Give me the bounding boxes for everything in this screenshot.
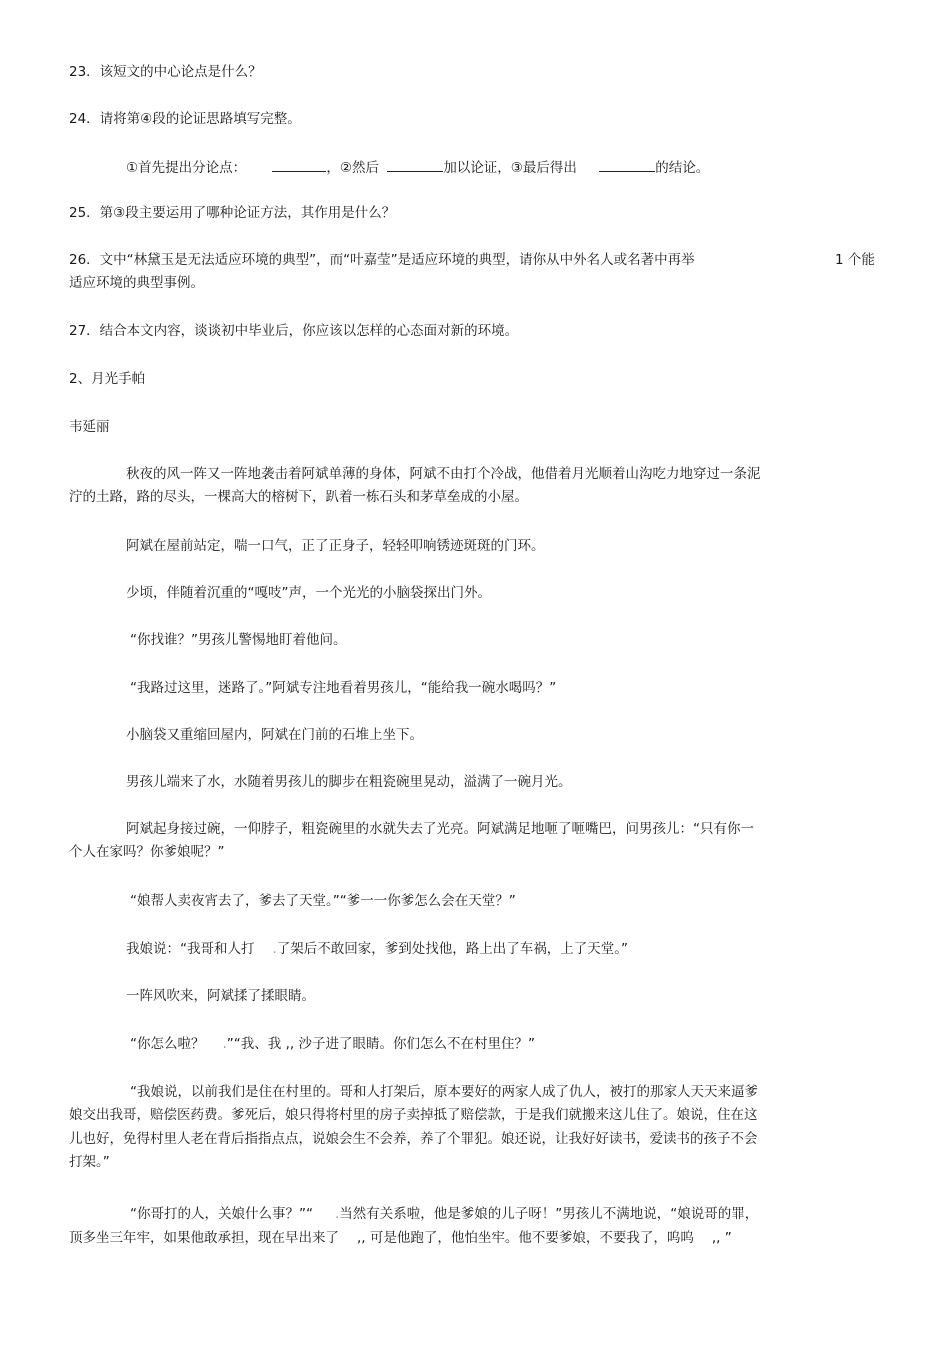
question-26-line1: 26．文中“林黛玉是无法适应环境的典型”，而“叶嘉莹”是适应环境的典型，请你从中外名人或名著中再举 — [69, 252, 695, 268]
paragraph-3: 少顷，伴随着沉重的“嘎吱”声，一个光光的小脑袋探出门外。 — [126, 585, 491, 601]
paragraph-10-part-a: 我娘说：“我哥和人打 — [126, 941, 255, 957]
fill-part-3: 加以论证，③最后得出 — [443, 160, 577, 176]
paragraph-13-line3: 儿也好，免得村里人老在背后指指点点，说娘会生不会养，养了个罪犯。娘还说，让我好好读书，爱读书的孩子不会 — [69, 1131, 758, 1147]
ellipsis-mark: . — [222, 1036, 227, 1052]
paragraph-7: 男孩儿端来了水，水随着男孩儿的脚步在粗瓷碗里晃动，溢满了一碗月光。 — [126, 774, 572, 790]
paragraph-13-line2: 娘交出我哥，赔偿医药费。爹死后，娘只得将村里的房子卖掉抵了赔偿款，于是我们就搬来这儿住了。娘说，住在这 — [69, 1107, 758, 1123]
paragraph-14-line2-part-a: 顶多坐三年牢，如果他敢承担，现在早出来了 — [69, 1230, 339, 1246]
paragraph-11: 一阵风吹来，阿斌揉了揉眼睛。 — [126, 988, 315, 1004]
paragraph-2: 阿斌在屋前站定，喘一口气，正了正身子，轻轻叩响锈迹斑斑的门环。 — [126, 538, 545, 554]
paragraph-14-line2 — [69, 1229, 732, 1247]
paragraph-1-line2: 泞的土路，路的尽头，一棵高大的榕树下，趴着一栋石头和茅草垒成的小屋。 — [69, 489, 528, 505]
answer-blank-3[interactable] — [599, 157, 655, 172]
paragraph-12 — [130, 1035, 535, 1053]
paragraph-1-line1: 秋夜的风一阵又一阵地袭击着阿斌单薄的身体，阿斌不由打个冷战，他借着月光顺着山沟吃力地穿过一条泥 — [126, 466, 761, 482]
question-27: 27．结合本文内容，谈谈初中毕业后，你应该以怎样的心态面对新的环境。 — [69, 323, 519, 339]
paragraph-8-line2: 个人在家吗？你爹娘呢？” — [69, 844, 225, 860]
paragraph-10 — [126, 940, 628, 958]
paragraph-10-part-b: 了架后不敢回家，爹到处找他，路上出了车祸，上了天堂。” — [276, 941, 629, 957]
question-23: 23．该短文的中心论点是什么？ — [69, 64, 262, 80]
story-title: 2、月光手帕 — [69, 371, 146, 387]
paragraph-12-part-a: “你怎么啦？ — [130, 1036, 205, 1052]
fill-part-2: ，②然后 — [326, 160, 380, 176]
paragraph-13-line1: “我娘说，以前我们是住在村里的。哥和人打架后，原本要好的两家人成了仇人，被打的那家人天天来逼爹 — [130, 1084, 758, 1100]
question-24-fill — [126, 157, 709, 177]
question-25: 25．第③段主要运用了哪种论证方法，其作用是什么？ — [69, 205, 396, 221]
paragraph-14-line2-part-c: ,, ” — [711, 1230, 732, 1246]
question-26-tail: 1 个能 — [835, 252, 875, 268]
paragraph-9: “娘帮人卖夜宵去了，爹去了天堂。”“爹一一你爹怎么会在天堂？” — [130, 893, 516, 909]
fill-part-4: 的结论。 — [655, 160, 710, 176]
paragraph-5: “我路过这里，迷路了。”阿斌专注地看着男孩儿，“能给我一碗水喝吗？” — [130, 680, 557, 696]
paragraph-6: 小脑袋又重缩回屋内，阿斌在门前的石堆上坐下。 — [126, 727, 423, 743]
question-26-line2: 适应环境的典型事例。 — [69, 275, 204, 291]
answer-blank-1[interactable] — [272, 157, 326, 172]
paragraph-13-line4: 打架。” — [69, 1154, 110, 1170]
paragraph-14-part-b: 当然有关系啦，他是爹娘的儿子呀！”男孩儿不满地说，“娘说哥的罪， — [339, 1206, 759, 1222]
question-24: 24．请将第④段的论证思路填写完整。 — [69, 111, 301, 127]
paragraph-8-line1: 阿斌起身接过碗，一仰脖子，粗瓷碗里的水就失去了光亮。阿斌满足地咂了咂嘴巴，问男孩儿：“只有你一 — [126, 821, 754, 837]
story-author: 韦延丽 — [69, 419, 110, 435]
ellipsis-mark: . — [334, 1206, 340, 1222]
answer-blank-2[interactable] — [387, 157, 443, 172]
paragraph-12-part-b: ”“我、我 ,, 沙子进了眼睛。你们怎么不在村里住？” — [226, 1036, 535, 1052]
paragraph-14-line2-part-b: ,, 可是他跑了，他怕坐牢。他不要爹娘，不要我了，呜呜 — [357, 1230, 694, 1246]
paragraph-14-part-a: “你哥打的人，关娘什么事？”“ — [130, 1206, 313, 1222]
paragraph-4: “你找谁？”男孩儿警惕地盯着他问。 — [130, 632, 347, 648]
fill-part-1: ①首先提出分论点： — [126, 160, 247, 176]
ellipsis-mark: . — [272, 941, 277, 957]
paragraph-14-line1 — [130, 1205, 758, 1223]
